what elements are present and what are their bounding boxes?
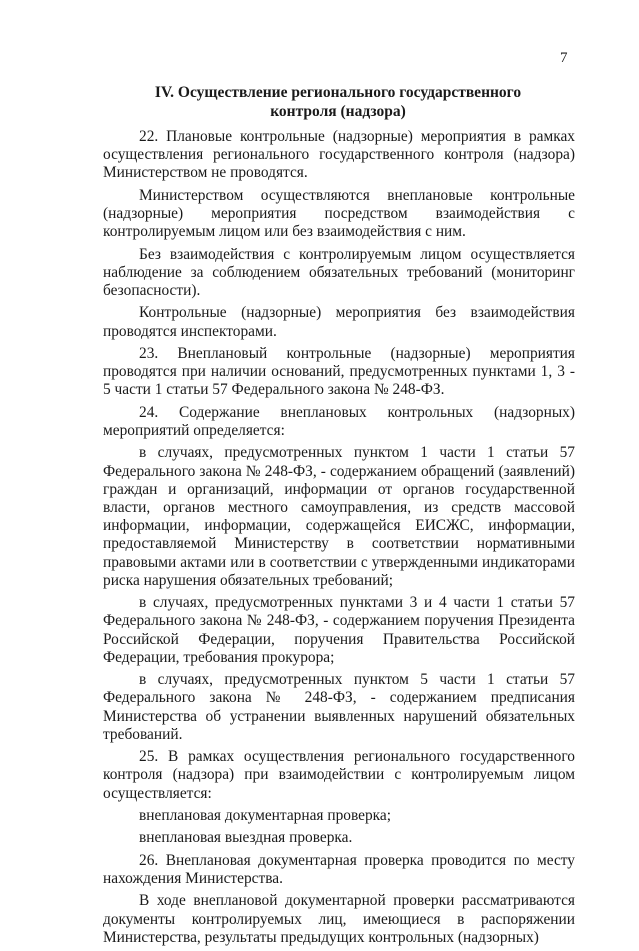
paragraph-24-case-1: в случаях, предусмотренных пунктом 1 части 1 статьи 57 Федерального закона № 248-ФЗ, - содержанием обращений (заявлений) граждан и организаций, информации от органов государственной власти, органов местного самоуправления, из средств массовой информации, информации, содержащейся ЕИСЖС, информации, предоставляемой Министерству в соответствии нормативными правовыми актами или в соответствии с утвержденными индикаторами риска нарушения обязательных требований; [103, 444, 575, 589]
document-body [103, 128, 575, 951]
paragraph-inspectors: Контрольные (надзорные) мероприятия без взаимодействия проводятся инспекторами. [103, 304, 575, 340]
paragraph-24: 24. Содержание внеплановых контрольных (надзорных) мероприятий определяется: [103, 403, 575, 439]
list-item-documentary-check: внеплановая документарная проверка; [139, 806, 392, 824]
page-number: 7 [560, 50, 568, 66]
section-title [100, 83, 576, 121]
paragraph-23: 23. Внеплановый контрольные (надзорные) мероприятия проводятся при наличии оснований, предусмотренных пунктами 1, 3 - 5 части 1 статьи 57 Федерального закона № 248-ФЗ. [103, 344, 575, 399]
list-item-onsite-check: внеплановая выездная проверка. [139, 829, 353, 847]
paragraph-22: 22. Плановые контрольные (надзорные) мероприятия в рамках осуществления регионального государственного контроля (надзора) Министерством не проводятся. [103, 128, 575, 182]
paragraph-24-case-5: в случаях, предусмотренных пунктом 5 части 1 статьи 57 Федерального закона № 248-ФЗ, - содержанием предписания Министерства об устранении выявленных нарушений обязательных требований. [103, 671, 575, 743]
paragraph-26-documents: В ходе внеплановой документарной проверки рассматриваются документы контролируемых лиц, имеющиеся в распоряжении Министерства, результаты предыдущих контрольных (надзорных) [103, 892, 575, 946]
paragraph-25: 25. В рамках осуществления регионального государственного контроля (надзора) при взаимодействии с контролируемым лицом осуществляется: [103, 748, 575, 802]
paragraph-26: 26. Внеплановая документарная проверка проводится по месту нахождения Министерства. [103, 851, 575, 887]
paragraph-24-case-3-4: в случаях, предусмотренных пунктами 3 и 4 части 1 статьи 57 Федерального закона № 248-ФЗ, - содержанием поручения Президента Российской Федерации, поручения Правительства Российской Федерации, требования прокурора; [103, 594, 575, 666]
paragraph-ministry-unscheduled: Министерством осуществляются внеплановые контрольные (надзорные) мероприятия посредством взаимодействия с контролируемым лицом или без взаимодействия с ним. [103, 186, 575, 241]
paragraph-monitoring: Без взаимодействия с контролируемым лицом осуществляется наблюдение за соблюдением обязательных требований (мониторинг безопасности). [103, 245, 575, 299]
section-title-line-2: контроля (надзора) [270, 103, 406, 120]
section-title-line-1: IV. Осуществление регионального государственного [154, 84, 522, 101]
